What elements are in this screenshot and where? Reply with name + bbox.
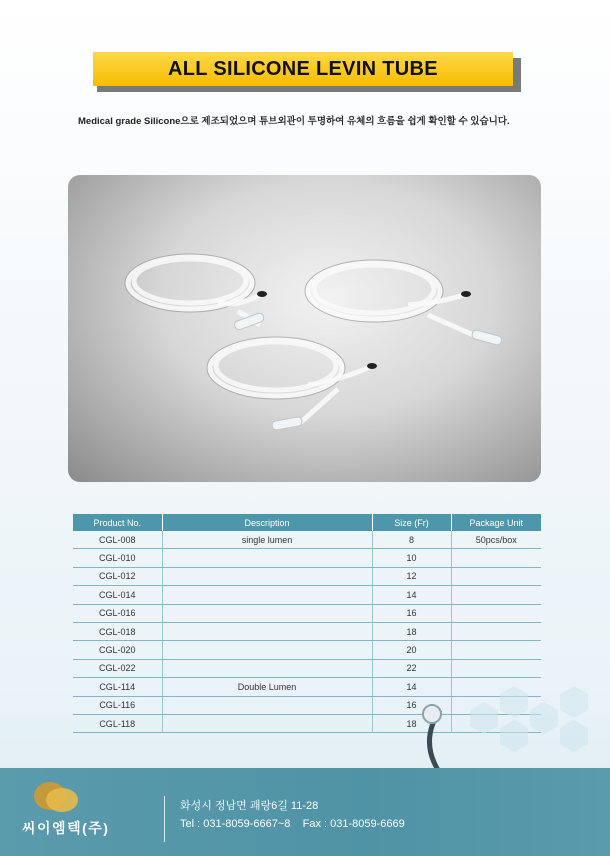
table-cell: 10	[372, 549, 451, 567]
table-cell	[162, 622, 372, 640]
table-cell	[162, 641, 372, 659]
table-header-cell: Description	[162, 514, 372, 531]
table-cell: CGL-114	[73, 678, 162, 696]
table-cell	[451, 567, 541, 585]
table-row	[73, 659, 541, 677]
table-cell	[451, 604, 541, 622]
table-cell	[451, 586, 541, 604]
table-cell: 22	[372, 659, 451, 677]
table-cell	[162, 549, 372, 567]
table-header-cell: Package Unit	[451, 514, 541, 531]
table-cell	[162, 567, 372, 585]
table-cell: 16	[372, 696, 451, 714]
table-cell: CGL-012	[73, 567, 162, 585]
table-cell: 8	[372, 531, 451, 549]
table-header-cell: Size (Fr)	[372, 514, 451, 531]
table-row	[73, 586, 541, 604]
levin-tubes-illustration	[68, 175, 541, 482]
company-contact: Tel : 031-8059-6667~8 Fax : 031-8059-6669	[180, 818, 405, 830]
table-cell: 18	[372, 622, 451, 640]
table-cell: CGL-116	[73, 696, 162, 714]
product-photo	[68, 175, 541, 482]
table-cell	[451, 641, 541, 659]
table-cell: 14	[372, 678, 451, 696]
table-cell: CGL-020	[73, 641, 162, 659]
table-cell: 12	[372, 567, 451, 585]
title-banner	[93, 52, 519, 90]
table-cell: 16	[372, 604, 451, 622]
medical-hexagon-decoration	[0, 680, 610, 770]
table-cell	[451, 622, 541, 640]
table-row	[73, 604, 541, 622]
intro-text: Medical grade Silicone으로 제조되었으며 튜브외관이 투명하여 유체의 흐름을 쉽게 확인할 수 있습니다.	[78, 116, 510, 127]
company-logo-icon	[30, 776, 82, 814]
footer-divider	[164, 796, 165, 842]
table-cell	[451, 549, 541, 567]
table-cell: CGL-018	[73, 622, 162, 640]
table-row	[73, 531, 541, 549]
table-cell	[451, 659, 541, 677]
company-name: 씨이엠텍(주)	[22, 820, 110, 836]
table-cell: CGL-014	[73, 586, 162, 604]
table-cell: 50pcs/box	[451, 531, 541, 549]
table-cell: 14	[372, 586, 451, 604]
company-address: 화성시 정남면 괘랑6길 11-28	[180, 800, 319, 812]
table-row	[73, 641, 541, 659]
table-cell	[162, 659, 372, 677]
table-cell: single lumen	[162, 531, 372, 549]
table-cell	[162, 586, 372, 604]
table-cell: 20	[372, 641, 451, 659]
table-cell: CGL-010	[73, 549, 162, 567]
table-row	[73, 549, 541, 567]
table-cell: CGL-022	[73, 659, 162, 677]
table-header-cell: Product No.	[73, 514, 162, 531]
table-row	[73, 622, 541, 640]
table-cell: CGL-008	[73, 531, 162, 549]
table-cell	[162, 604, 372, 622]
table-cell: 18	[372, 714, 451, 732]
table-cell: Double Lumen	[162, 678, 372, 696]
table-cell: CGL-016	[73, 604, 162, 622]
table-row	[73, 567, 541, 585]
table-cell: CGL-118	[73, 714, 162, 732]
page-title: ALL SILICONE LEVIN TUBE	[93, 52, 513, 86]
